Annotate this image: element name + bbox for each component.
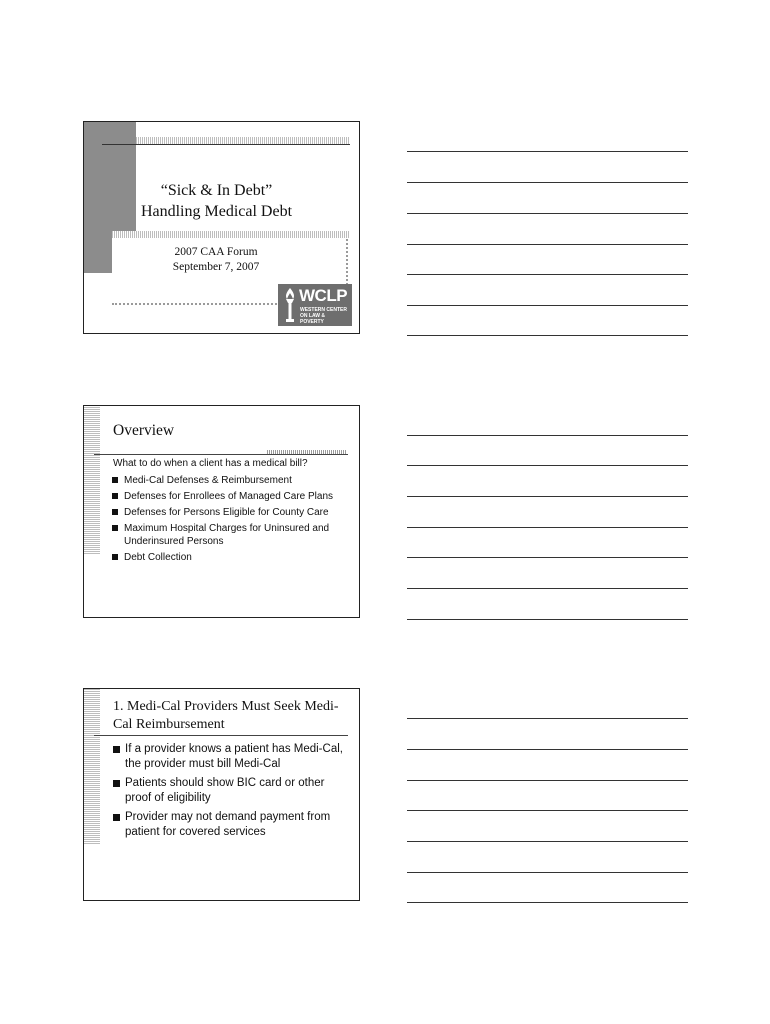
logo-subtext-line-2: ON LAW & POVERTY	[300, 313, 325, 325]
list-item: Debt Collection	[111, 551, 341, 564]
subtitle-line-1: 2007 CAA Forum	[174, 246, 258, 258]
list-item: Patients should show BIC card or other proof of eligibility	[112, 776, 352, 806]
bullet-list	[111, 474, 341, 567]
note-line	[407, 335, 688, 336]
note-line	[407, 749, 688, 750]
slide-3	[83, 688, 360, 901]
list-item: Provider may not demand payment from patient for covered services	[112, 810, 352, 840]
note-line	[407, 780, 688, 781]
hatch-decoration	[84, 689, 100, 844]
slide-1	[83, 121, 360, 334]
slide-title: Overview	[113, 422, 175, 439]
divider	[94, 735, 348, 736]
note-line	[407, 588, 688, 589]
title-line-2: Handling Medical Debt	[140, 203, 293, 220]
note-line	[407, 496, 688, 497]
list-item: Defenses for Persons Eligible for County Care	[111, 506, 341, 519]
subtitle-line-2: September 7, 2007	[172, 261, 260, 273]
note-line	[407, 465, 688, 466]
bullet-list	[112, 742, 352, 844]
list-item: Medi-Cal Defenses & Reimbursement	[111, 474, 341, 487]
logo-subtext-line-1: WESTERN CENTER	[300, 307, 347, 313]
logo-subtext	[300, 307, 350, 325]
note-line	[407, 435, 688, 436]
note-line	[407, 182, 688, 183]
hatch-decoration	[84, 406, 100, 554]
list-item: Maximum Hospital Charges for Uninsured and Underinsured Persons	[111, 522, 341, 548]
note-line	[407, 810, 688, 811]
slide-title: 1. Medi-Cal Providers Must Seek Medi-Cal Reimbursement	[113, 699, 339, 732]
title-line-1: “Sick & In Debt”	[160, 182, 273, 199]
list-item: Defenses for Enrollees of Managed Care Plans	[111, 490, 341, 503]
note-line	[407, 902, 688, 903]
slide-title	[124, 180, 309, 222]
slide-subtitle	[146, 245, 286, 275]
slide-intro: What to do when a client has a medical bill?	[113, 458, 308, 469]
note-line	[407, 841, 688, 842]
note-line	[407, 619, 688, 620]
divider	[102, 144, 350, 145]
hatch-decoration	[112, 231, 350, 238]
note-line	[407, 718, 688, 719]
slide-2	[83, 405, 360, 618]
logo-text: WCLP	[299, 286, 348, 305]
note-line	[407, 557, 688, 558]
note-line	[407, 872, 688, 873]
note-line	[407, 274, 688, 275]
divider	[94, 454, 348, 455]
torch-icon	[282, 287, 298, 323]
note-line	[407, 527, 688, 528]
wclp-logo	[278, 284, 352, 326]
note-line	[407, 213, 688, 214]
note-line	[407, 305, 688, 306]
note-line	[407, 151, 688, 152]
note-line	[407, 244, 688, 245]
list-item: If a provider knows a patient has Medi-Cal, the provider must bill Medi-Cal	[112, 742, 352, 772]
